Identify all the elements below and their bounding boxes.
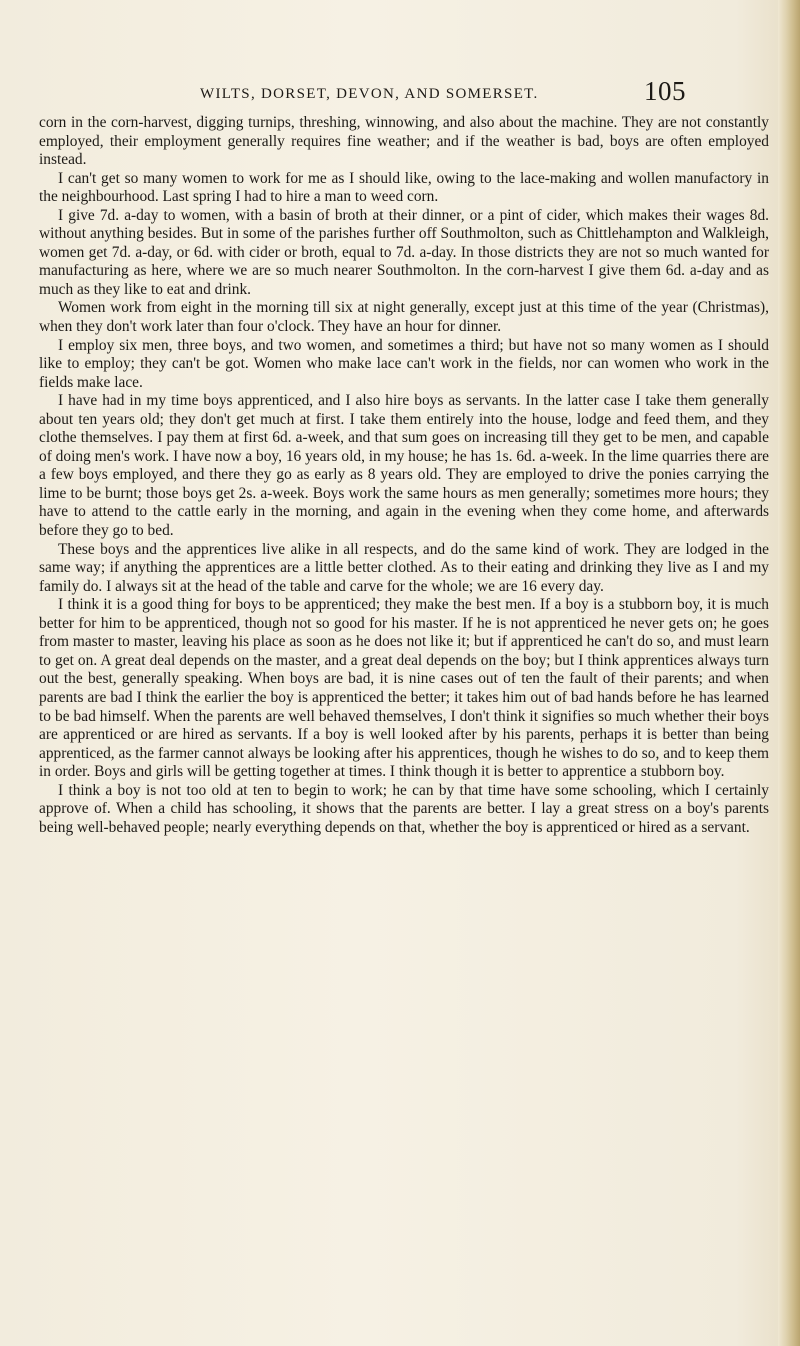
paragraph: I think it is a good thing for boys to be apprenticed; they make the best men. If a boy is a stubborn boy, it is much better for him to be apprenticed, though not so good for his master. If he is not apprenticed he never gets on; he goes from master to master, leaving his place as soon as he does not like it; but if apprenticed he can't do so, and must learn to get on. A great deal depends on the master, and a great deal depends on the boy; but I think apprentices always turn out the best, generally speaking. When boys are bad, it is nine cases out of ten the fault of their parents; and when parents are bad I think the earlier the boy is apprenticed the better; it takes him out of bad hands before he has learned to be bad himself. When the parents are well behaved themselves, I don't think it signifies so much whether their boys are apprenticed or are hired as servants. If a boy is well looked after by his parents, perhaps it is better than being apprenticed, as the farmer cannot always be looking after his apprentices, though he wishes to do so, and to keep them in order. Boys and girls will be getting together at times. I think though it is better to apprentice a stubborn boy. (39, 596, 769, 781)
page-spine-edge (778, 0, 800, 1346)
paragraph: corn in the corn-harvest, digging turnips, threshing, winnowing, and also about the machine. They are not constantly employed, their employment generally requires fine weather; and if the weather is bad, boys are often employed instead. (39, 114, 769, 169)
paragraph: These boys and the apprentices live alike in all respects, and do the same kind of work. They are lodged in the same way; if anything the apprentices are a little better clothed. As to their eating and drinking they live as I and my family do. I always sit at the head of the table and carve for the whole; we are 16 every day. (39, 540, 769, 595)
paragraph: I give 7d. a-day to women, with a basin of broth at their dinner, or a pint of cider, which makes their wages 8d. without anything besides. But in some of the parishes further off Southmolton, such as Chittlehampton and Walkleigh, women get 7d. a-day, or 6d. with cider or broth, equal to 7d. a-day. In those districts they are not so much wanted for manufacturing as here, where we are so much nearer Southmolton. In the corn-harvest I give them 6d. a-day and as much as they like to eat and drink. (39, 206, 769, 298)
body-text (39, 114, 769, 837)
paragraph: I have had in my time boys apprenticed, and I also hire boys as servants. In the latter case I take them generally about ten years old; they don't get much at first. I take them entirely into the house, lodge and feed them, and they clothe themselves. I pay them at first 6d. a-week, and that sum goes on increasing till they get to be men, and capable of doing men's work. I have now a boy, 16 years old, in my house; he has 1s. 6d. a-week. In the lime quarries there are a few boys employed, and there they go as early as 8 years old. They are employed to drive the ponies carrying the lime to be burnt; those boys get 2s. a-week. Boys work the same hours as men generally; sometimes more hours; they have to attend to the cattle early in the morning, and again in the evening when they come home, and afterwards before they go to bed. (39, 392, 769, 540)
paragraph: I think a boy is not too old at ten to begin to work; he can by that time have some schooling, which I certainly approve of. When a child has schooling, it shows that the parents are better. I lay a great stress on a boy's parents being well-behaved people; nearly everything depends on that, whether the boy is apprenticed or hired as a servant. (39, 781, 769, 836)
running-title: WILTS, DORSET, DEVON, AND SOMERSET. (200, 86, 539, 102)
page-number: 105 (644, 76, 686, 106)
paragraph: Women work from eight in the morning till six at night generally, except just at this time of the year (Christmas), when they don't work later than four o'clock. They have an hour for dinner. (39, 299, 769, 336)
paragraph: I can't get so many women to work for me as I should like, owing to the lace-making and wollen manufactory in the neighbourhood. Last spring I had to hire a man to weed corn. (39, 169, 769, 206)
paragraph: I employ six men, three boys, and two women, and sometimes a third; but have not so many women as I should like to employ; they can't be got. Women who make lace can't work in the fields, nor can women who work in the fields make lace. (39, 336, 769, 391)
